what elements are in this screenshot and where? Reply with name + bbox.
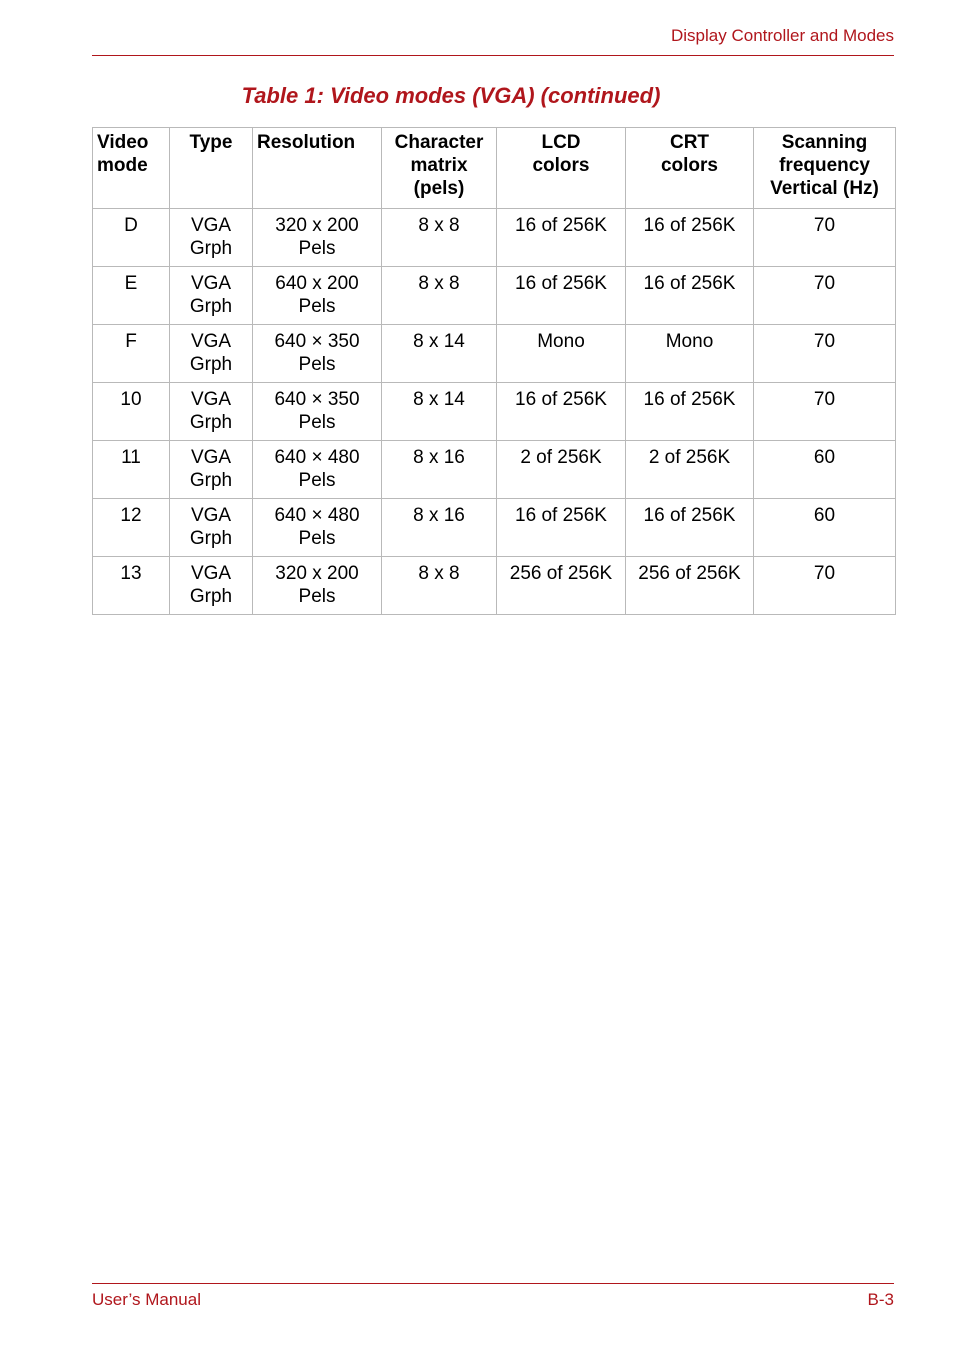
footer-manual-title: User’s Manual: [92, 1290, 201, 1309]
cell-text: VGA: [190, 389, 232, 410]
table-row: [93, 383, 896, 441]
cell-text: 70: [813, 563, 836, 584]
table-row: [93, 557, 896, 615]
footer-page-number: B-3: [867, 1290, 894, 1309]
video-mode-cell: [93, 441, 170, 499]
type-cell: [170, 383, 253, 441]
lcd-colors-cell: [497, 383, 626, 441]
cell-text: Pels: [298, 296, 336, 317]
cell-text: Mono: [665, 331, 714, 352]
cell-text: 16 of 256K: [643, 389, 736, 410]
table-row: [93, 267, 896, 325]
lcd-colors-cell: [497, 267, 626, 325]
lcd-colors-cell: [497, 209, 626, 267]
character-matrix-cell: [382, 441, 497, 499]
crt-colors-cell: [626, 209, 754, 267]
header-text: colors: [532, 155, 590, 176]
cell-text: VGA: [190, 505, 232, 526]
cell-text: 60: [813, 505, 836, 526]
cell-text: 640 × 350: [274, 389, 360, 410]
cell-text: Grph: [189, 586, 233, 607]
cell-text: Pels: [298, 470, 336, 491]
lcd-colors-cell: [497, 325, 626, 383]
video-mode-cell: [93, 383, 170, 441]
footer-divider: [92, 1283, 894, 1284]
cell-text: VGA: [190, 273, 232, 294]
cell-text: 320 x 200: [275, 563, 359, 584]
cell-text: 8 x 14: [413, 389, 465, 410]
cell-text: 70: [813, 215, 836, 236]
type-cell: [170, 209, 253, 267]
cell-text: Grph: [189, 470, 233, 491]
crt-colors-cell: [626, 383, 754, 441]
cell-text: 70: [813, 389, 836, 410]
header-text: LCD: [541, 132, 581, 153]
cell-text: 8 x 14: [413, 331, 465, 352]
header-text: frequency: [779, 155, 870, 176]
cell-text: VGA: [190, 447, 232, 468]
table-header-row: [93, 128, 896, 209]
cell-text: Pels: [298, 238, 336, 259]
cell-text: Mono: [537, 331, 585, 352]
table-body: [93, 209, 896, 615]
resolution-cell: [253, 557, 382, 615]
cell-text: E: [124, 273, 138, 294]
cell-text: VGA: [190, 563, 232, 584]
cell-text: Grph: [189, 354, 233, 375]
character-matrix-cell: [382, 499, 497, 557]
cell-text: 8 x 8: [418, 563, 460, 584]
type-cell: [170, 267, 253, 325]
cell-text: VGA: [190, 331, 232, 352]
crt-colors-cell: [626, 441, 754, 499]
scanning-frequency-cell: [754, 499, 896, 557]
video-mode-cell: [93, 267, 170, 325]
cell-text: 16 of 256K: [643, 273, 736, 294]
cell-text: Pels: [298, 412, 336, 433]
cell-text: 16 of 256K: [515, 215, 607, 236]
video-mode-cell: [93, 499, 170, 557]
header-text: Video: [97, 132, 149, 153]
crt-colors-cell: [626, 557, 754, 615]
cell-text: 10: [120, 389, 142, 410]
header-text: Vertical (Hz): [770, 178, 879, 199]
character-matrix-cell: [382, 383, 497, 441]
header-text: matrix: [410, 155, 468, 176]
type-cell: [170, 441, 253, 499]
column-header-type: [170, 128, 253, 209]
cell-text: 16 of 256K: [515, 505, 607, 526]
cell-text: 256 of 256K: [638, 563, 741, 584]
table-caption: Table 1: Video modes (VGA) (continued): [241, 83, 661, 108]
lcd-colors-cell: [497, 557, 626, 615]
cell-text: 320 x 200: [275, 215, 359, 236]
cell-text: 8 x 8: [418, 273, 460, 294]
video-modes-table: [92, 127, 896, 615]
crt-colors-cell: [626, 499, 754, 557]
resolution-cell: [253, 499, 382, 557]
cell-text: 8 x 16: [413, 505, 465, 526]
scanning-frequency-cell: [754, 209, 896, 267]
cell-text: Grph: [189, 296, 233, 317]
cell-text: Grph: [189, 238, 233, 259]
cell-text: 640 × 480: [274, 447, 360, 468]
cell-text: Pels: [298, 586, 336, 607]
cell-text: VGA: [190, 215, 232, 236]
cell-text: 256 of 256K: [509, 563, 613, 584]
header-text: mode: [97, 155, 148, 176]
video-mode-cell: [93, 557, 170, 615]
crt-colors-cell: [626, 325, 754, 383]
cell-text: 2 of 256K: [648, 447, 731, 468]
header-text: colors: [660, 155, 719, 176]
cell-text: 70: [813, 273, 836, 294]
lcd-colors-cell: [497, 499, 626, 557]
cell-text: 640 x 200: [275, 273, 359, 294]
lcd-colors-cell: [497, 441, 626, 499]
column-header-scanning-frequency: [754, 128, 896, 209]
resolution-cell: [253, 267, 382, 325]
table-row: [93, 209, 896, 267]
cell-text: D: [124, 215, 138, 236]
scanning-frequency-cell: [754, 441, 896, 499]
table-row: [93, 325, 896, 383]
cell-text: 13: [120, 563, 142, 584]
header-text: CRT: [669, 132, 710, 153]
cell-text: 2 of 256K: [520, 447, 602, 468]
cell-text: Grph: [189, 412, 233, 433]
column-header-crt-colors: [626, 128, 754, 209]
cell-text: Pels: [298, 528, 336, 549]
character-matrix-cell: [382, 267, 497, 325]
header-text: (pels): [413, 178, 465, 199]
cell-text: 8 x 8: [418, 215, 460, 236]
cell-text: F: [125, 331, 137, 352]
header-text: Character: [394, 132, 484, 153]
cell-text: 12: [120, 505, 142, 526]
cell-text: 70: [813, 331, 836, 352]
crt-colors-cell: [626, 267, 754, 325]
scanning-frequency-cell: [754, 325, 896, 383]
header-divider: [92, 55, 894, 56]
column-header-resolution: [253, 128, 382, 209]
resolution-cell: [253, 441, 382, 499]
cell-text: 8 x 16: [413, 447, 465, 468]
scanning-frequency-cell: [754, 383, 896, 441]
cell-text: Grph: [189, 528, 233, 549]
video-mode-cell: [93, 209, 170, 267]
cell-text: 16 of 256K: [515, 389, 607, 410]
scanning-frequency-cell: [754, 557, 896, 615]
cell-text: 16 of 256K: [643, 215, 736, 236]
running-header: Display Controller and Modes: [671, 26, 894, 45]
type-cell: [170, 499, 253, 557]
header-text: Resolution: [257, 132, 356, 153]
cell-text: 16 of 256K: [515, 273, 607, 294]
character-matrix-cell: [382, 557, 497, 615]
table-row: [93, 499, 896, 557]
resolution-cell: [253, 209, 382, 267]
resolution-cell: [253, 325, 382, 383]
cell-text: 60: [813, 447, 836, 468]
resolution-cell: [253, 383, 382, 441]
cell-text: 16 of 256K: [643, 505, 736, 526]
column-header-character-matrix: [382, 128, 497, 209]
cell-text: 11: [121, 447, 141, 468]
type-cell: [170, 557, 253, 615]
scanning-frequency-cell: [754, 267, 896, 325]
cell-text: 640 × 350: [274, 331, 360, 352]
column-header-lcd-colors: [497, 128, 626, 209]
cell-text: 640 × 480: [274, 505, 360, 526]
character-matrix-cell: [382, 325, 497, 383]
header-text: Scanning: [781, 132, 868, 153]
table-row: [93, 441, 896, 499]
video-mode-cell: [93, 325, 170, 383]
header-text: Type: [189, 132, 233, 153]
type-cell: [170, 325, 253, 383]
character-matrix-cell: [382, 209, 497, 267]
column-header-video-mode: [93, 128, 170, 209]
cell-text: Pels: [298, 354, 336, 375]
